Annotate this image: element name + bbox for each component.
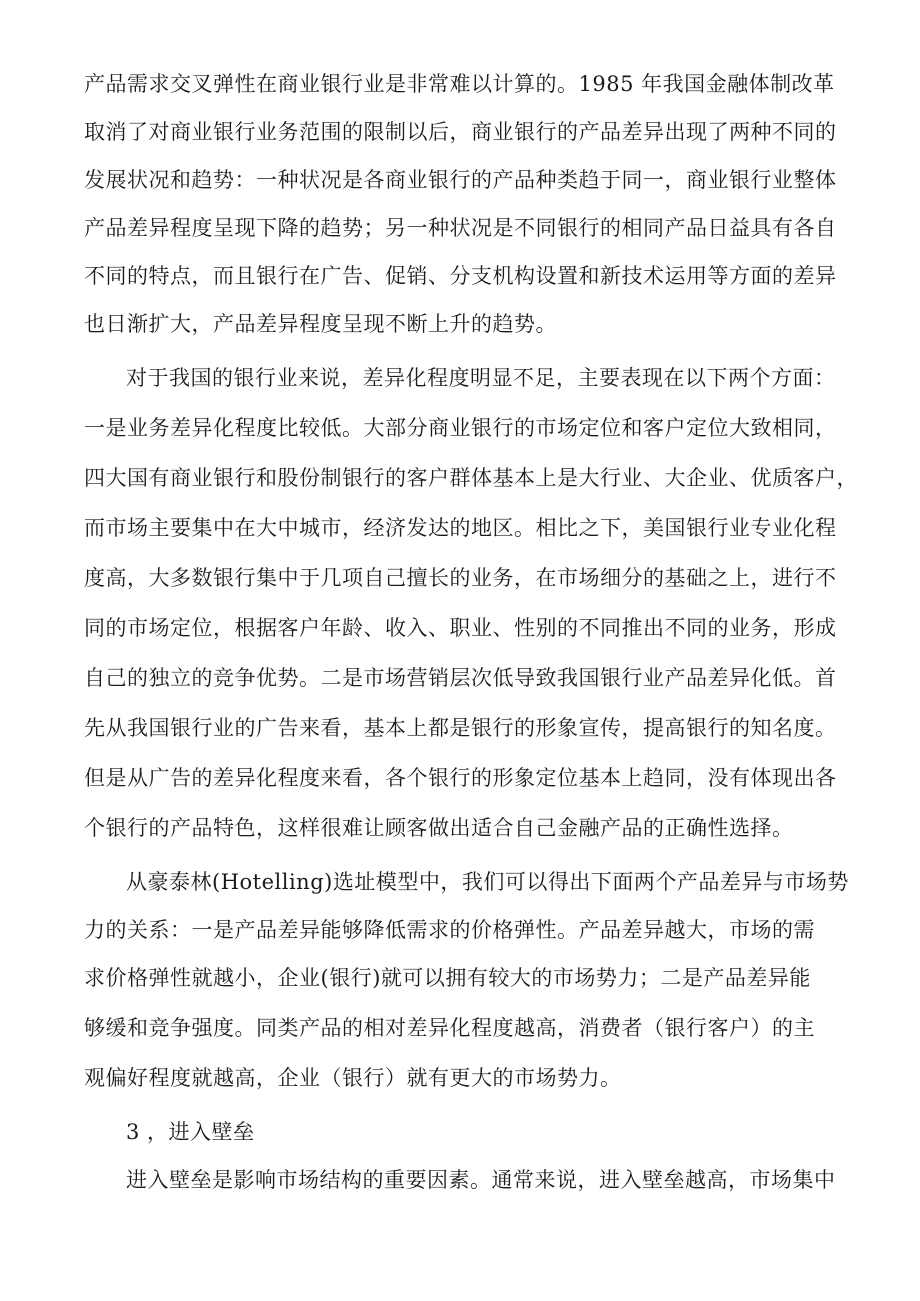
text-line: 从豪泰林(Hotelling)选址模型中，我们可以得出下面两个产品差异与市场势 — [126, 870, 849, 894]
text-line: 进入壁垒是影响市场结构的重要因素。通常来说，进入壁垒越高，市场集中 — [126, 1168, 836, 1192]
text-line: 个银行的产品特色，这样很难让顾客做出适合自己金融产品的正确性选择。 — [84, 816, 794, 840]
text-line: 取消了对商业银行业务范围的限制以后，商业银行的产品差异出现了两种不同的 — [84, 120, 837, 144]
section-heading: 3 ，进入壁垒 — [126, 1120, 255, 1144]
text-line: 求价格弹性就越小，企业(银行)就可以拥有较大的市场势力；二是产品差异能 — [84, 966, 811, 990]
text-line: 够缓和竞争强度。同类产品的相对差异化程度越高，消费者（银行客户）的主 — [84, 1016, 815, 1040]
text-line: 也日渐扩大，产品差异程度呈现不断上升的趋势。 — [84, 312, 557, 336]
text-line: 对于我国的银行业来说，差异化程度明显不足，主要表现在以下两个方面： — [126, 366, 836, 390]
text-line: 发展状况和趋势：一种状况是各商业银行的产品种类趋于同一，商业银行业整体 — [84, 168, 837, 192]
text-line: 产品需求交叉弹性在商业银行业是非常难以计算的。1985 年我国金融体制改革 — [84, 72, 835, 96]
text-line: 不同的特点，而且银行在广告、促销、分支机构设置和新技术运用等方面的差异 — [84, 264, 837, 288]
text-line: 一是业务差异化程度比较低。大部分商业银行的市场定位和客户定位大致相同， — [84, 416, 837, 440]
text-line: 度高，大多数银行集中于几项自己擅长的业务，在市场细分的基础之上，进行不 — [84, 566, 837, 590]
text-line: 观偏好程度就越高，企业（银行）就有更大的市场势力。 — [84, 1066, 622, 1090]
text-line: 力的关系：一是产品差异能够降低需求的价格弹性。产品差异越大，市场的需 — [84, 918, 815, 942]
text-line: 自己的独立的竞争优势。二是市场营销层次低导致我国银行业产品差异化低。首 — [84, 666, 837, 690]
text-line: 同的市场定位，根据客户年龄、收入、职业、性别的不同推出不同的业务，形成 — [84, 616, 837, 640]
text-line: 但是从广告的差异化程度来看，各个银行的形象定位基本上趋同，没有体现出各 — [84, 766, 837, 790]
text-line: 先从我国银行业的广告来看，基本上都是银行的形象宣传，提高银行的知名度。 — [84, 716, 837, 740]
text-line: 四大国有商业银行和股份制银行的客户群体基本上是大行业、大企业、优质客户， — [84, 466, 858, 490]
text-line: 产品差异程度呈现下降的趋势；另一种状况是不同银行的相同产品日益具有各自 — [84, 216, 837, 240]
text-line: 而市场主要集中在大中城市，经济发达的地区。相比之下，美国银行业专业化程 — [84, 516, 837, 540]
